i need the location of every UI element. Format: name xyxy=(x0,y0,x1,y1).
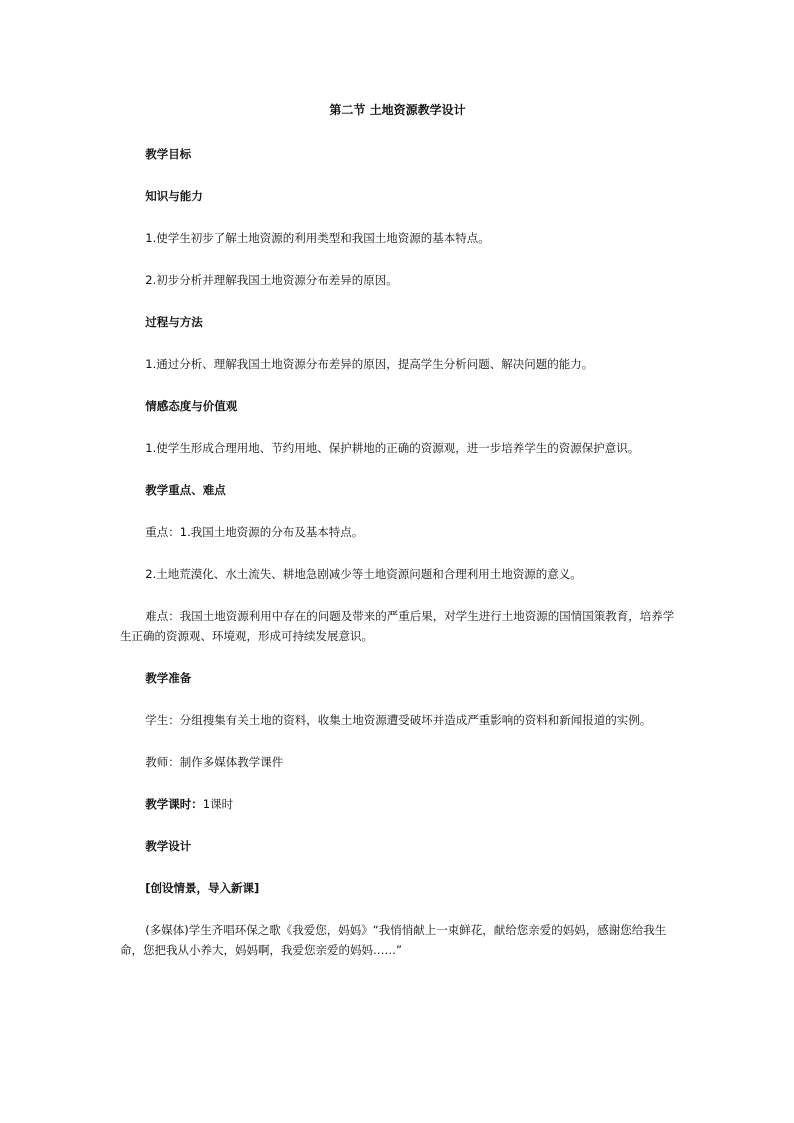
focus-item-1: 重点：1.我国土地资源的分布及基本特点。 xyxy=(145,525,364,539)
intro-heading: [创设情景，导入新课] xyxy=(145,881,260,895)
class-hours-label: 教学课时： xyxy=(145,797,203,811)
prep-student-paragraph: 学生：分组搜集有关土地的资料，收集土地资源遭受破坏并造成严重影响的资料和新闻报道的实例。 xyxy=(145,713,652,727)
prep-heading: 教学准备 xyxy=(145,671,192,685)
focus-item-2: 2.土地荒漠化、水土流失、耕地急剧减少等土地资源问题和合理利用土地资源的意义。 xyxy=(145,567,582,581)
process-heading: 过程与方法 xyxy=(145,315,203,329)
objectives-heading: 教学目标 xyxy=(145,147,192,161)
class-hours-line xyxy=(120,794,675,814)
document-body xyxy=(120,100,675,982)
document-title: 第二节 土地资源教学设计 xyxy=(329,103,466,117)
intro-paragraph: (多媒体)学生齐唱环保之歌《我爱您，妈妈》“我悄悄献上一束鲜花，献给您亲爱的妈妈，感谢您给我生命，您把我从小养大，妈妈啊，我爱您亲爱的妈妈……” xyxy=(120,923,667,957)
design-heading: 教学设计 xyxy=(145,839,192,853)
class-hours-value: 1课时 xyxy=(202,797,234,811)
difficulty-paragraph: 难点：我国土地资源利用中存在的问题及带来的严重后果，对学生进行土地资源的国情国策教育，培养学生正确的资源观、环境观，形成可持续发展意识。 xyxy=(120,609,675,643)
knowledge-heading: 知识与能力 xyxy=(145,189,203,203)
keypoints-heading: 教学重点、难点 xyxy=(145,483,226,497)
prep-teacher-paragraph: 教师：制作多媒体教学课件 xyxy=(145,755,284,769)
process-item-1: 1.通过分析、理解我国土地资源分布差异的原因，提高学生分析问题、解决问题的能力。 xyxy=(145,357,594,371)
emotion-item-1: 1.使学生形成合理用地、节约用地、保护耕地的正确的资源观，进一步培养学生的资源保护意识。 xyxy=(145,441,640,455)
knowledge-item-2: 2.初步分析并理解我国土地资源分布差异的原因。 xyxy=(145,273,398,287)
knowledge-item-1: 1.使学生初步了解土地资源的利用类型和我国土地资源的基本特点。 xyxy=(145,231,490,245)
emotion-heading: 情感态度与价值观 xyxy=(145,399,238,413)
